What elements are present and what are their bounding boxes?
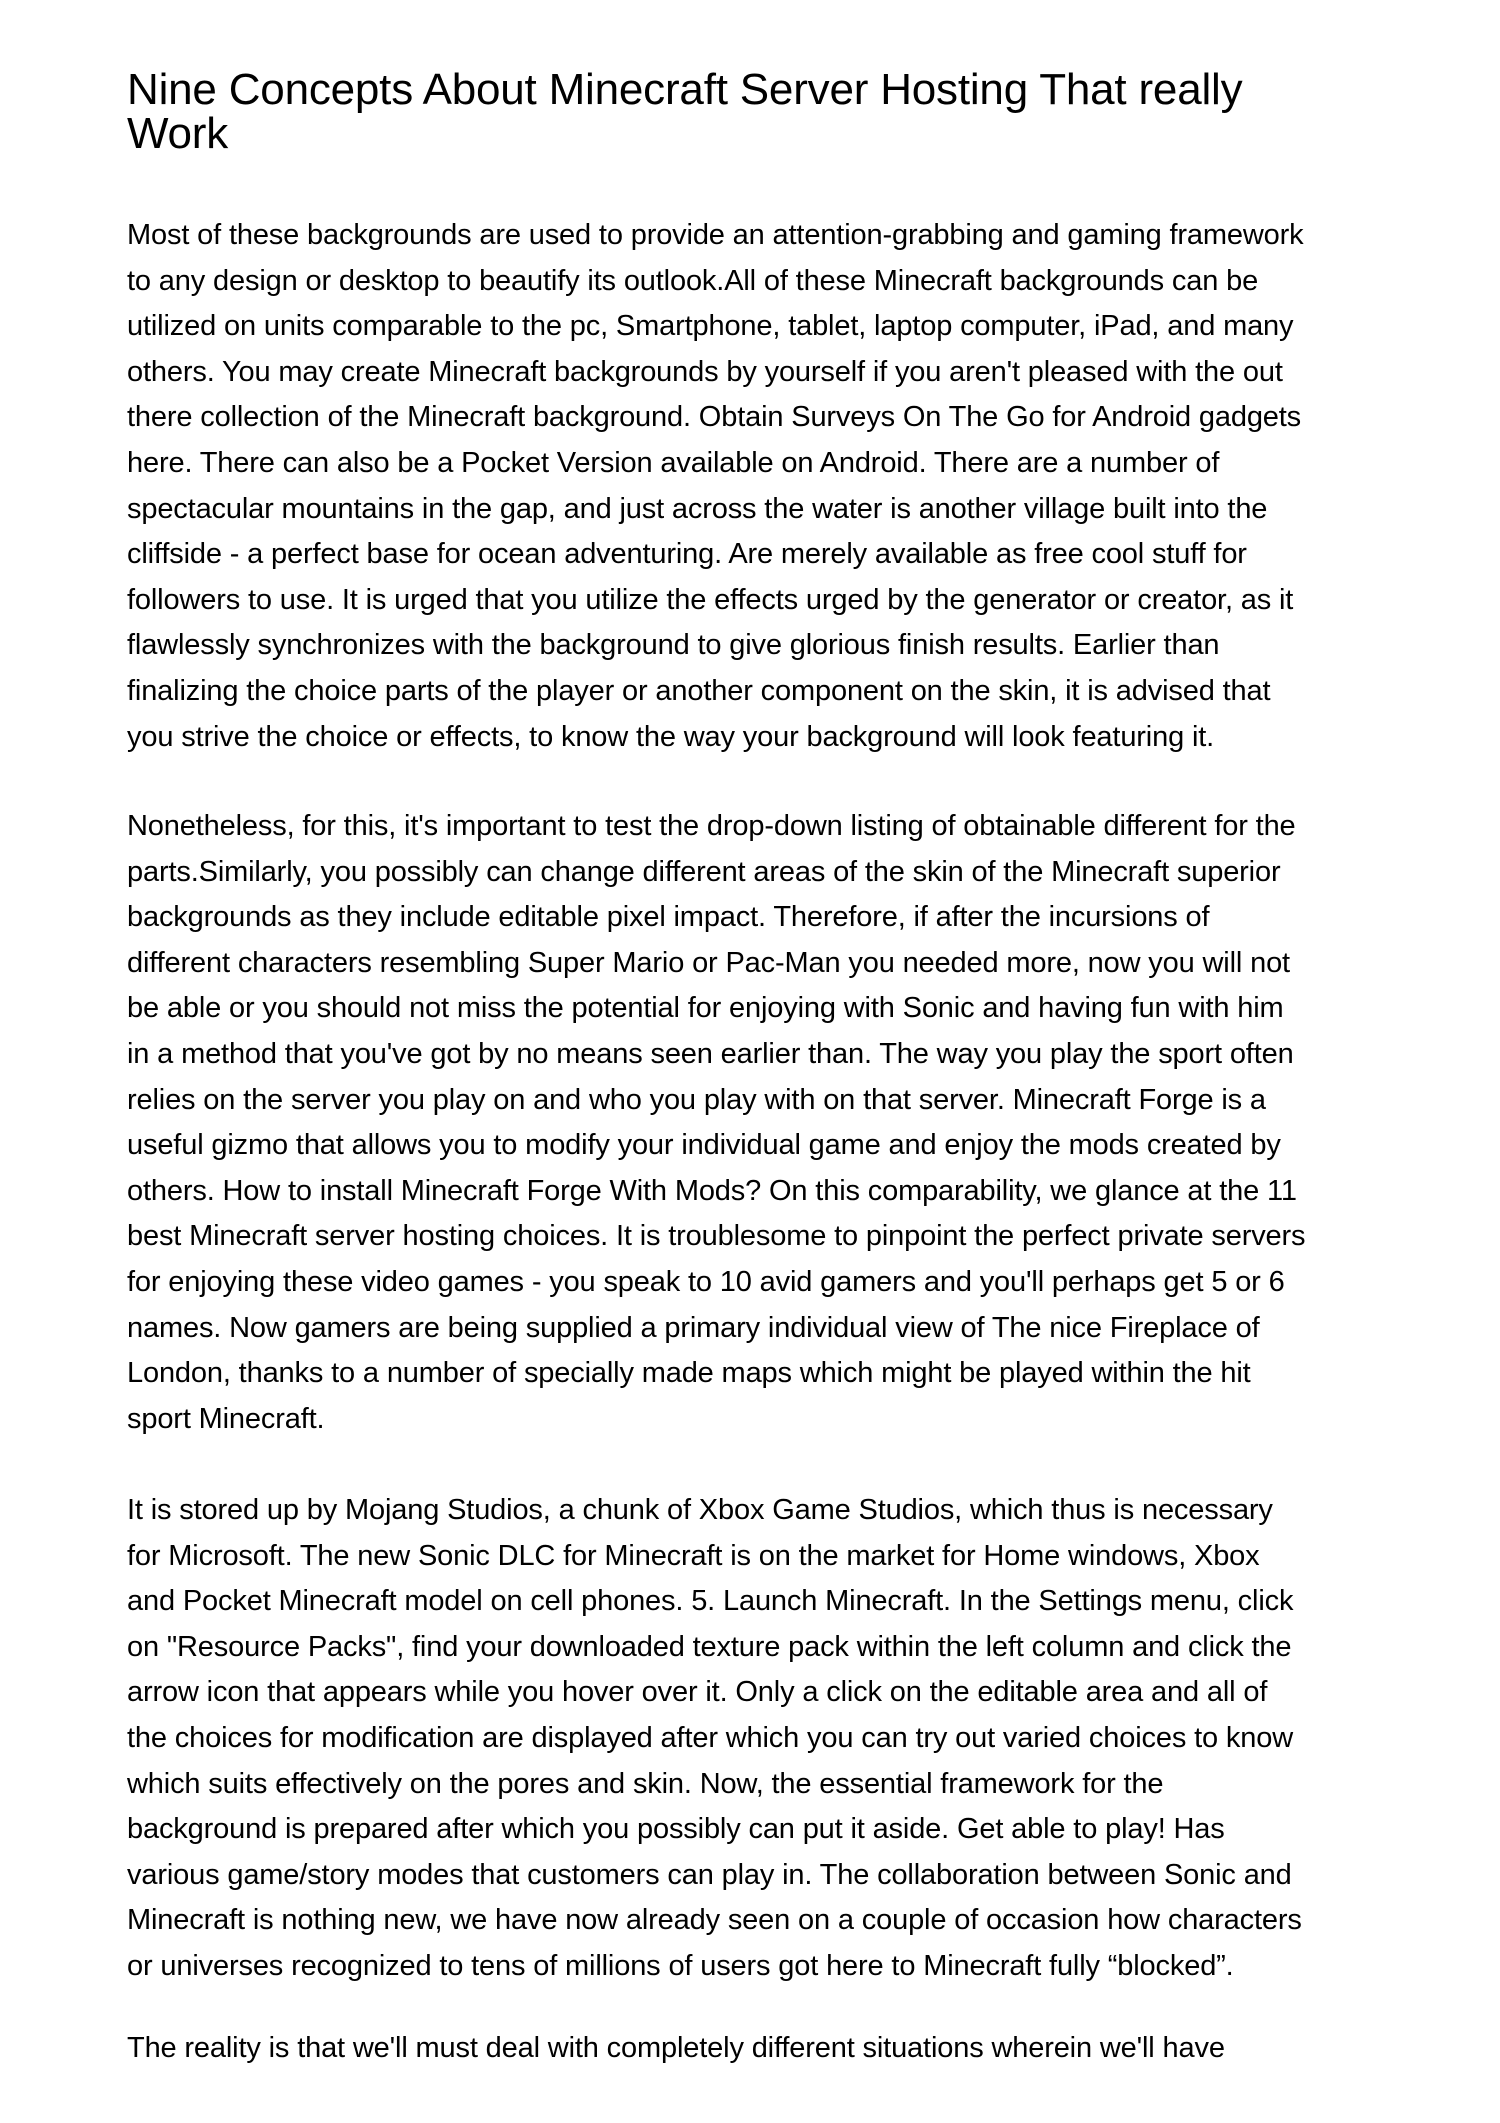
text-line: on "Resource Packs", find your downloaded texture pack within the left column and click the <box>127 1630 1292 1663</box>
text-line: you strive the choice or effects, to know the way your background will look featuring it. <box>127 720 1215 753</box>
text-line: be able or you should not miss the potential for enjoying with Sonic and having fun with him <box>127 992 1284 1025</box>
title-line: Nine Concepts About Minecraft Server Hosting That really <box>127 65 1243 114</box>
text-line: different characters resembling Super Mario or Pac-Man you needed more, now you will not <box>127 946 1290 979</box>
text-line: Nonetheless, for this, it's important to test the drop-down listing of obtainable different for the <box>127 810 1296 842</box>
text-line: others. How to install Minecraft Forge With Mods? On this comparability, we glance at the 11 <box>127 1174 1297 1207</box>
title-line: Work <box>127 109 229 158</box>
text-line: cliffside - a perfect base for ocean adventuring. Are merely available as free cool stuff for <box>127 538 1247 571</box>
text-line: and Pocket Minecraft model on cell phones. 5. Launch Minecraft. In the Settings menu, click <box>127 1585 1294 1618</box>
text-line: finalizing the choice parts of the player or another component on the skin, it is advised that <box>127 674 1271 707</box>
text-line: the choices for modification are displayed after which you can try out varied choices to know <box>127 1721 1293 1754</box>
text-line: utilized on units comparable to the pc, Smartphone, tablet, laptop computer, iPad, and many <box>127 310 1294 343</box>
text-line: names. Now gamers are being supplied a primary individual view of The nice Fireplace of <box>127 1311 1260 1344</box>
text-line: arrow icon that appears while you hover over it. Only a click on the editable area and all of <box>127 1676 1268 1709</box>
text-line: followers to use. It is urged that you utilize the effects urged by the generator or creator, as it <box>127 583 1294 616</box>
text-line: various game/story modes that customers can play in. The collaboration between Sonic and <box>127 1858 1292 1891</box>
paragraph-1 <box>127 213 1304 760</box>
text-line: useful gizmo that allows you to modify your individual game and enjoy the mods created by <box>127 1129 1281 1162</box>
text-line: London, thanks to a number of specially made maps which might be played within the hit <box>127 1357 1251 1390</box>
text-line: spectacular mountains in the gap, and just across the water is another village built into the <box>127 492 1268 525</box>
paragraph-2 <box>127 804 1305 1442</box>
text-line: best Minecraft server hosting choices. It is troublesome to pinpoint the perfect private servers <box>127 1220 1306 1253</box>
text-line: Most of these backgrounds are used to provide an attention-grabbing and gaming framework <box>127 219 1304 251</box>
text-line: backgrounds as they include editable pixel impact. Therefore, if after the incursions of <box>127 901 1210 934</box>
text-line: to any design or desktop to beautify its outlook.All of these Minecraft backgrounds can be <box>127 264 1259 297</box>
text-line: in a method that you've got by no means seen earlier than. The way you play the sport often <box>127 1037 1294 1070</box>
text-line: background is prepared after which you possibly can put it aside. Get able to play! Has <box>127 1813 1225 1846</box>
text-line: which suits effectively on the pores and skin. Now, the essential framework for the <box>127 1767 1164 1800</box>
text-line: relies on the server you play on and who you play with on that server. Minecraft Forge is a <box>127 1083 1266 1116</box>
text-line: Minecraft is nothing new, we have now already seen on a couple of occasion how characters <box>127 1904 1302 1937</box>
text-line: parts.Similarly, you possibly can change different areas of the skin of the Minecraft superior <box>127 855 1281 888</box>
text-line: there collection of the Minecraft background. Obtain Surveys On The Go for Android gadgets <box>127 401 1302 434</box>
text-line: or universes recognized to tens of millions of users got here to Minecraft fully “blocked”. <box>127 1949 1234 1982</box>
paragraph-3 <box>127 1488 1302 1990</box>
text-line: It is stored up by Mojang Studios, a chunk of Xbox Game Studios, which thus is necessary <box>127 1494 1273 1526</box>
text-line: others. You may create Minecraft backgrounds by yourself if you aren't pleased with the out <box>127 355 1283 388</box>
text-line: here. There can also be a Pocket Version available on Android. There are a number of <box>127 446 1220 479</box>
paragraph-4 <box>127 2026 1225 2072</box>
text-line: sport Minecraft. <box>127 1402 325 1435</box>
text-line: flawlessly synchronizes with the background to give glorious finish results. Earlier than <box>127 629 1220 662</box>
text-line: for Microsoft. The new Sonic DLC for Minecraft is on the market for Home windows, Xbox <box>127 1539 1260 1572</box>
text-line: for enjoying these video games - you speak to 10 avid gamers and you'll perhaps get 5 or 6 <box>127 1265 1285 1298</box>
document-title <box>127 65 1243 158</box>
text-line: The reality is that we'll must deal with completely different situations wherein we'll have <box>127 2032 1225 2064</box>
